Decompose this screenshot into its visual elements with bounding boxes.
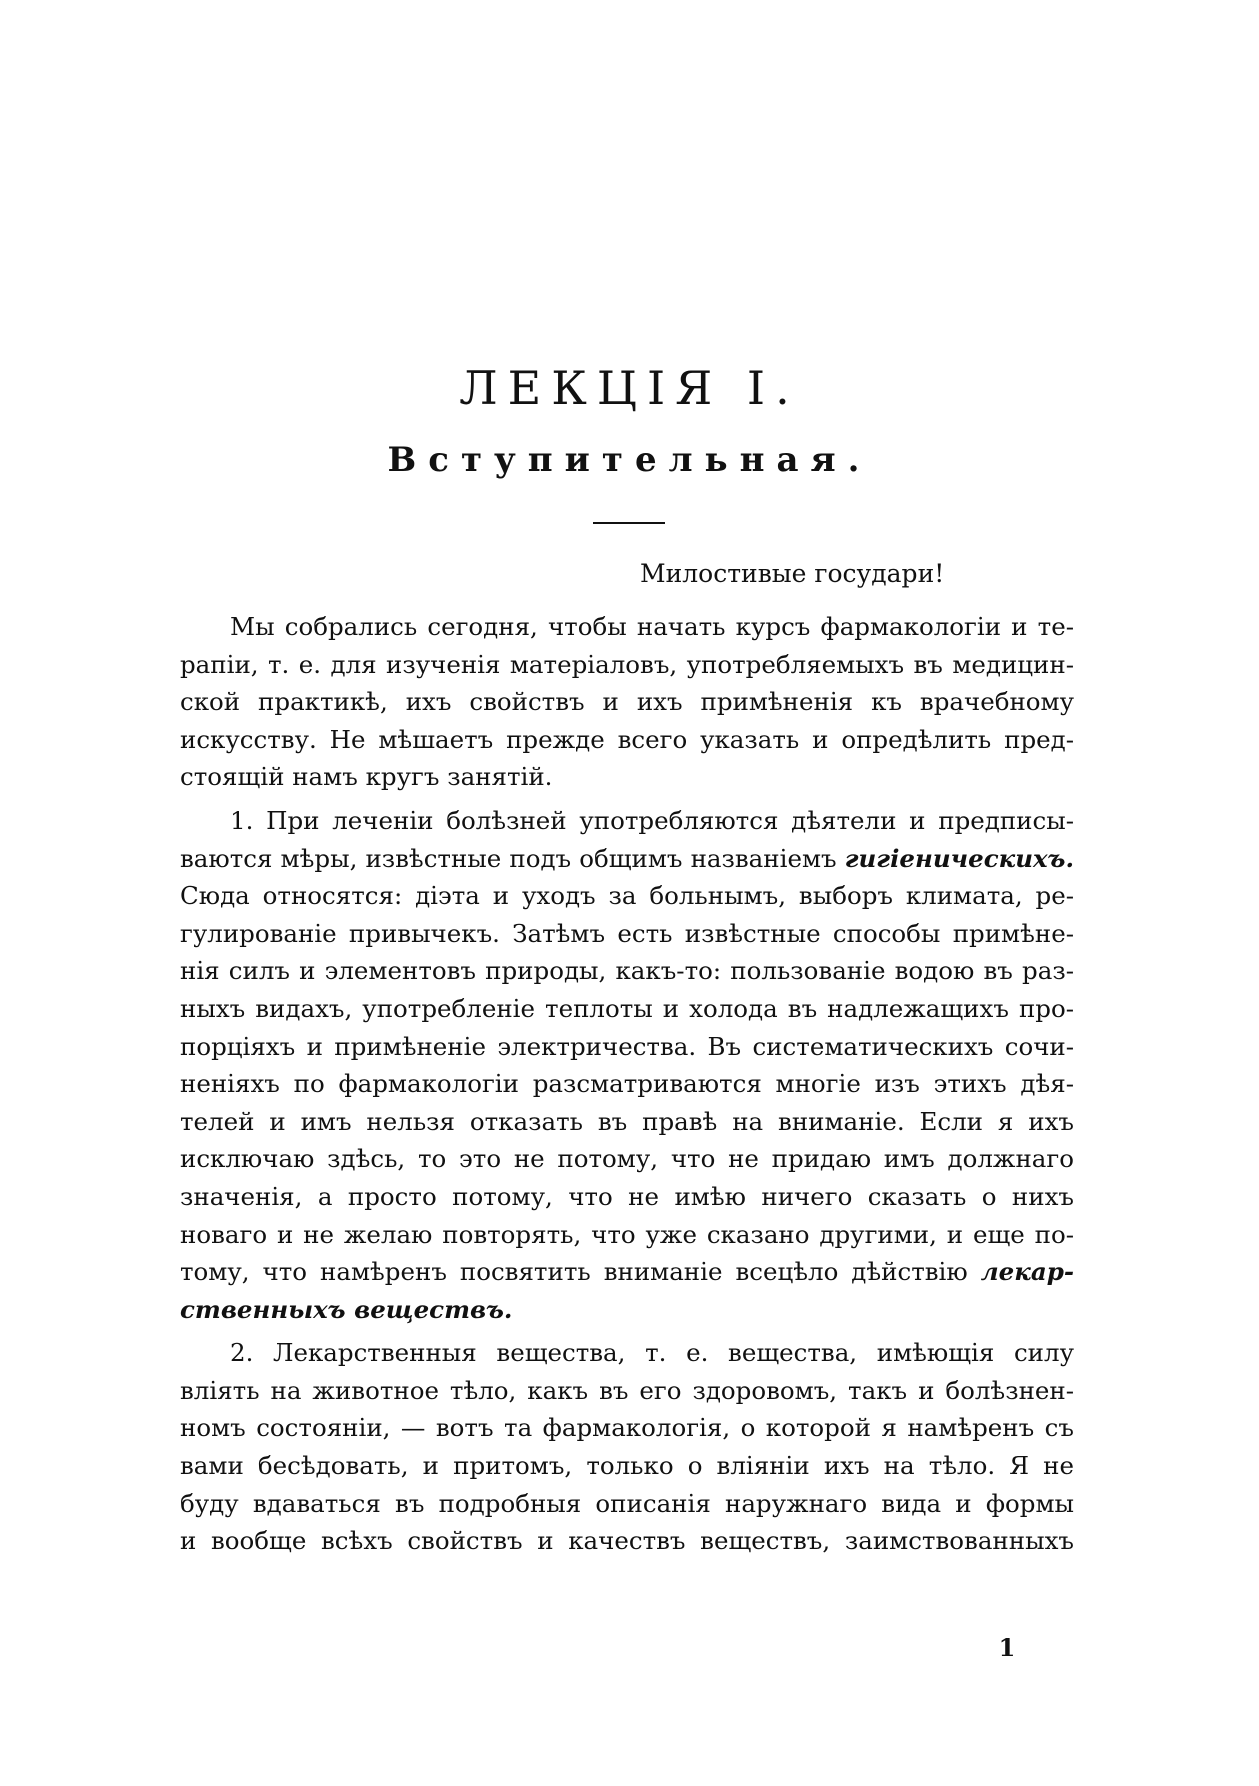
text-line: телей и имъ нельзя отказать въ правѣ на вниманіе. Если я ихъ <box>180 1106 1074 1136</box>
text-line: буду вдаваться въ подробныя описанія наружнаго вида и формы <box>180 1488 1074 1518</box>
text-line: рапіи, т. е. для изученія матеріаловъ, употребляемыхъ въ медицин- <box>180 649 1074 679</box>
text-line: номъ состояніи, — вотъ та фармакологія, о которой я намѣренъ съ <box>180 1413 1074 1443</box>
text-line: вліять на животное тѣло, какъ въ его здоровомъ, такъ и болѣзнен- <box>180 1375 1074 1405</box>
text-line: порціяхъ и примѣненіе электричества. Въ систематическихъ сочи- <box>180 1031 1074 1061</box>
paragraph-3 <box>180 1334 1074 1560</box>
text-line: вами бесѣдовать, и притомъ, только о вліяніи ихъ на тѣло. Я не <box>180 1451 1074 1481</box>
text-line <box>180 840 1074 878</box>
text-line: 2. Лекарственныя вещества, т. е. вещества, имѣющія силу <box>230 1338 1074 1368</box>
text-line <box>180 1253 1074 1291</box>
lecture-title: ЛЕКЦІЯ I. <box>459 361 800 415</box>
text-line: ныхъ видахъ, употребленіе теплоты и холода въ надлежащихъ про- <box>180 993 1074 1023</box>
text-line: значенія, а просто потому, что не имѣю ничего сказать о нихъ <box>180 1181 1074 1211</box>
text-line-start: тому, что намѣренъ посвятить вниманіе всецѣло дѣйствію <box>180 1257 981 1287</box>
text-line: Мы собрались сегодня, чтобы начать курсъ фармакологіи и те- <box>230 612 1074 641</box>
salutation: Милостивые государи! <box>640 559 945 588</box>
paragraph-1 <box>180 608 1074 796</box>
title-divider <box>593 522 665 524</box>
text-line: искусству. Не мѣшаетъ прежде всего указать и опредѣлить пред- <box>180 724 1074 754</box>
text-line <box>180 1291 1074 1329</box>
italic-term-drugs-cont: ственныхъ веществъ. <box>180 1294 513 1324</box>
text-line-start: ваются мѣры, извѣстные подъ общимъ названіемъ <box>180 843 845 873</box>
page-number: 1 <box>998 1633 1016 1662</box>
body-text <box>180 608 1074 1560</box>
text-line: исключаю здѣсь, то это не потому, что не придаю имъ должнаго <box>180 1144 1074 1174</box>
text-line: новаго и не желаю повторять, что уже сказано другими, и еще по- <box>180 1219 1074 1249</box>
text-line: ской практикѣ, ихъ свойствъ и ихъ примѣненія къ врачебному <box>180 687 1074 717</box>
text-line: гулированіе привычекъ. Затѣмъ есть извѣстные способы примѣне- <box>180 918 1074 948</box>
text-line: стоящій намъ кругъ занятій. <box>180 762 553 792</box>
text-line: и вообще всѣхъ свойствъ и качествъ веществъ, заимствованныхъ <box>180 1526 1074 1556</box>
text-line: 1. При леченіи болѣзней употребляются дѣятели и предписы- <box>230 805 1074 835</box>
italic-term-drugs: лекар- <box>980 1257 1074 1287</box>
text-line: неніяхъ по фармакологіи разсматриваются многіе изъ этихъ дѣя- <box>180 1069 1074 1099</box>
text-line: Сюда относятся: діэта и уходъ за больнымъ, выборъ климата, ре- <box>180 881 1074 911</box>
italic-term-hygienic: гигіеническихъ. <box>844 843 1074 873</box>
text-line: нія силъ и элементовъ природы, какъ-то: пользованіе водою въ раз- <box>180 956 1074 986</box>
paragraph-2 <box>180 802 1074 1328</box>
lecture-subtitle: Вступительная. <box>387 440 872 480</box>
